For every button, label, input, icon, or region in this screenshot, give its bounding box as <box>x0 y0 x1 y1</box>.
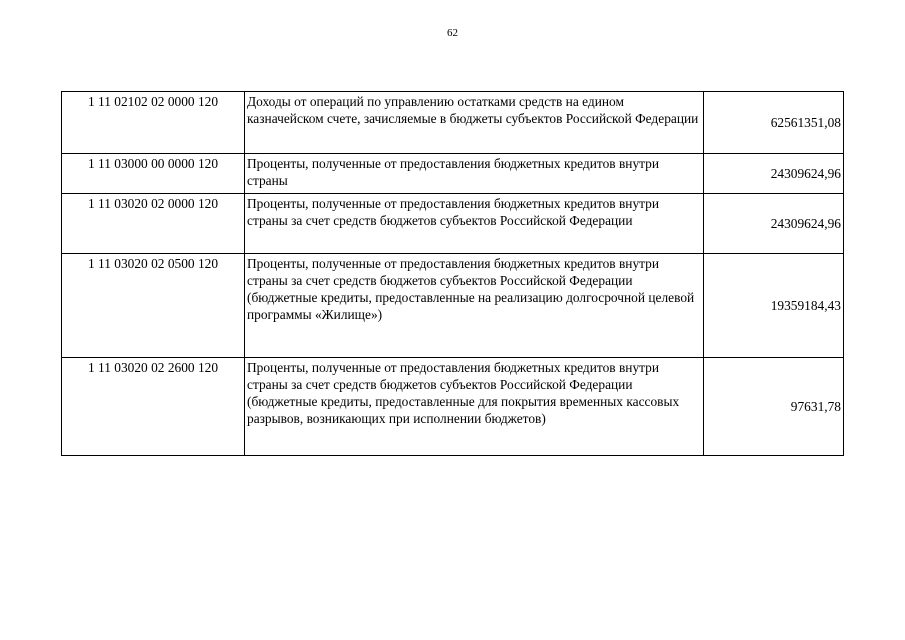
table-row <box>62 254 844 358</box>
revenue-code-cell: 1 11 03020 02 2600 120 <box>62 358 245 456</box>
revenue-code-cell: 1 11 03020 02 0000 120 <box>62 194 245 254</box>
table-row <box>62 358 844 456</box>
page-number: 62 <box>447 27 458 39</box>
revenue-name-cell: Проценты, полученные от предоставления бюджетных кредитов внутри страны за счет средств бюджетов субъектов Российской Федерации (бюджетные кредиты, предоставленные на реализацию долгосрочной целевой программы «Жилище») <box>245 254 704 358</box>
table-row <box>62 92 844 154</box>
revenue-code-cell: 1 11 03020 02 0500 120 <box>62 254 245 358</box>
table-row <box>62 194 844 254</box>
table-row <box>62 154 844 194</box>
revenue-amount-cell: 97631,78 <box>704 358 844 456</box>
revenue-name-cell: Проценты, полученные от предоставления бюджетных кредитов внутри страны <box>245 154 704 194</box>
revenue-amount-cell: 24309624,96 <box>704 194 844 254</box>
revenue-amount-cell: 19359184,43 <box>704 254 844 358</box>
revenue-code-cell: 1 11 03000 00 0000 120 <box>62 154 245 194</box>
revenue-code-cell: 1 11 02102 02 0000 120 <box>62 92 245 154</box>
revenue-name-cell: Проценты, полученные от предоставления бюджетных кредитов внутри страны за счет средств бюджетов субъектов Российской Федерации <box>245 194 704 254</box>
revenue-name-cell: Проценты, полученные от предоставления бюджетных кредитов внутри страны за счет средств бюджетов субъектов Российской Федерации (бюджетные кредиты, предоставленные для покрытия временных кассовых разрывов, возникающих при исполнении бюджетов) <box>245 358 704 456</box>
revenue-amount-cell: 62561351,08 <box>704 92 844 154</box>
revenue-table <box>61 91 844 456</box>
revenue-amount-cell: 24309624,96 <box>704 154 844 194</box>
revenue-name-cell: Доходы от операций по управлению остатками средств на едином казначейском счете, зачисляемые в бюджеты субъектов Российской Федерации <box>245 92 704 154</box>
